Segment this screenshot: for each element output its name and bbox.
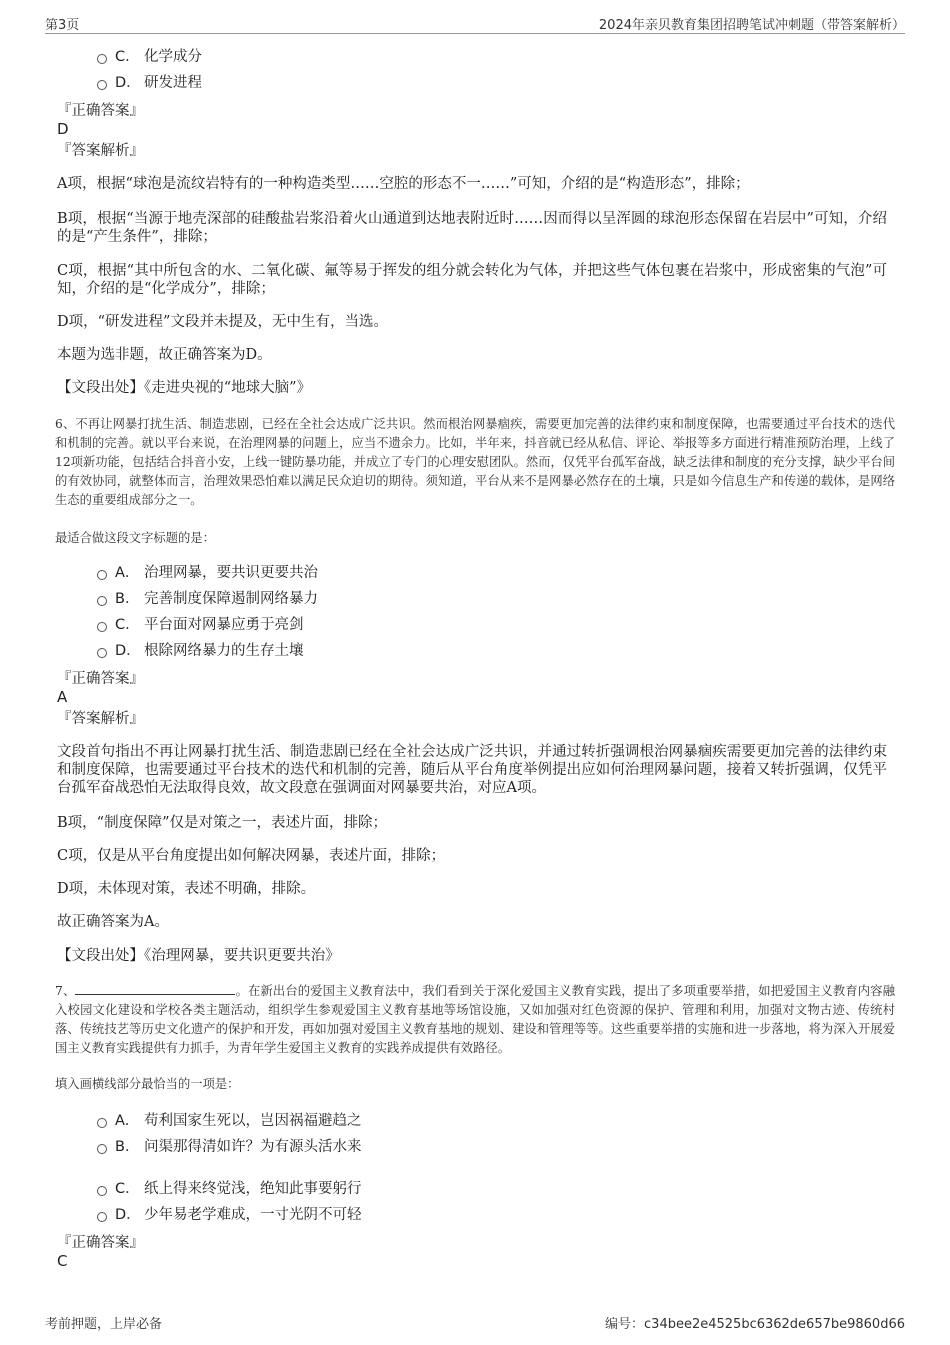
q6-question: 最适合做这段文字标题的是： bbox=[55, 531, 215, 545]
q6-analysis-conclusion: 故正确答案为A。 bbox=[57, 914, 169, 930]
radio-icon[interactable] bbox=[97, 80, 107, 90]
q6-analysis-main: 文段首句指出不再让网暴打扰生活、制造悲剧已经在全社会达成广泛共识，并通过转折强调根治网暴痼疾需要更加完善的法律约束和制度保障，也需要通过平台技术的迭代和机制的完善，随后从平台角度举例提出应如何治理网暴问题，接着又转折强调，仅凭平台孤军奋战恐怕无法取得良效，故文段意在强调面对网暴要共治，对应A项。 bbox=[57, 744, 887, 796]
q6-option-b[interactable]: B． 完善制度保障遏制网络暴力 bbox=[97, 589, 318, 609]
q5-analysis-b: B项，根据“当源于地壳深部的硅酸盐岩浆沿着火山通道到达地表附近时……因而得以呈浑圆的球泡形态保留在岩层中”可知，介绍的是“产生条件”，排除； bbox=[57, 211, 887, 245]
page-number: 第3页 bbox=[45, 18, 80, 33]
q5-source: 【文段出处】《走进央视的“地球大脑”》 bbox=[57, 380, 312, 396]
q5-analysis-label: 『答案解析』 bbox=[57, 143, 144, 159]
q6-stem: 6、不再让网暴打扰生活、制造悲剧，已经在全社会达成广泛共识。然而根治网暴痼疾，需要更加完善的法律约束和制度保障，也需要通过平台技术的迭代和机制的完善。就以平台来说，在治理网暴的问题上，应当不遗余力。比如，半年来，抖音就已经从私信、评论、举报等多方面进行精准预防治理，上线了12项新功能，包括结合抖音小安，上线一键防暴功能，并成立了专门的心理安慰团队。然而，仅凭平台孤军奋战，缺乏法律和制度的充分支撑，缺少平台间的有效协同，就整体而言，治理效果恐怕难以满足民众迫切的期待。须知道，平台从来不是网暴必然存在的土壤，只是如今信息生产和传递的载体，是网络生态的重要组成部分之一。 bbox=[55, 417, 895, 507]
q6-analysis-c: C项，仅是从平台角度提出如何解决网暴，表述片面，排除； bbox=[57, 848, 446, 864]
q6-source: 【文段出处】《治理网暴，要共识更要共治》 bbox=[57, 948, 340, 964]
radio-icon[interactable] bbox=[97, 648, 107, 658]
radio-icon[interactable] bbox=[97, 1144, 107, 1154]
fill-in-blank bbox=[75, 982, 235, 995]
radio-icon[interactable] bbox=[97, 1118, 107, 1128]
q6-analysis-label: 『答案解析』 bbox=[57, 711, 144, 727]
q5-answer-label: 『正确答案』 bbox=[57, 103, 144, 119]
footer-slogan: 考前押题，上岸必备 bbox=[45, 1317, 163, 1332]
radio-icon[interactable] bbox=[97, 570, 107, 580]
q7-stem: 7、 。在新出台的爱国主义教育法中，我们看到关于深化爱国主义教育实践，提出了多项重要举措，如把爱国主义教育内容融入校园文化建设和学校各类主题活动，组织学生参观爱国主义教育基地等场馆设施，又如加强对红色资源的保护、管理和利用，加强对文物古迹、传统村落、传统技艺等历史文化遗产的保护和开发，再如加强对爱国主义教育基地的规划、建设和管理等等。这些重要举措的实施和进一步落地，将为深入开展爱国主义教育实践提供有力抓手，为青年学生爱国主义教育的实践养成提供有效路径。 bbox=[55, 984, 895, 1055]
q6-option-d[interactable]: D． 根除网络暴力的生存土壤 bbox=[97, 641, 304, 661]
q6-analysis-b: B项，“制度保障”仅是对策之一，表述片面，排除； bbox=[57, 815, 387, 831]
q7-option-b[interactable]: B． 问渠那得清如许？为有源头活水来 bbox=[97, 1137, 362, 1157]
document-title: 2024年亲贝教育集团招聘笔试冲刺题（带答案解析） bbox=[598, 18, 905, 33]
q6-analysis-d: D项，未体现对策，表述不明确，排除。 bbox=[57, 881, 316, 897]
q7-option-d[interactable]: D． 少年易老学难成，一寸光阴不可轻 bbox=[97, 1205, 362, 1225]
header-divider bbox=[45, 33, 905, 34]
radio-icon[interactable] bbox=[97, 596, 107, 606]
q7-answer: C bbox=[57, 1252, 68, 1270]
radio-icon[interactable] bbox=[97, 622, 107, 632]
footer-id: 编号：c34bee2e4525bc6362de657be9860d66 bbox=[605, 1317, 905, 1332]
q5-option-c[interactable]: C． 化学成分 bbox=[97, 47, 202, 67]
q5-option-d[interactable]: D． 研发进程 bbox=[97, 73, 202, 93]
q7-answer-label: 『正确答案』 bbox=[57, 1235, 144, 1251]
q5-analysis-a: A项，根据“球泡是流纹岩特有的一种构造类型……空腔的形态不一……”可知，介绍的是“构造形态”，排除； bbox=[57, 176, 750, 192]
radio-icon[interactable] bbox=[97, 1186, 107, 1196]
radio-icon[interactable] bbox=[97, 54, 107, 64]
q5-answer: D bbox=[57, 120, 69, 138]
q5-analysis-d: D项，“研发进程”文段并未提及，无中生有，当选。 bbox=[57, 314, 388, 330]
q7-option-c[interactable]: C． 纸上得来终觉浅，绝知此事要躬行 bbox=[97, 1179, 362, 1199]
q6-answer-label: 『正确答案』 bbox=[57, 671, 144, 687]
q7-option-a[interactable]: A． 苟利国家生死以，岂因祸福避趋之 bbox=[97, 1111, 362, 1131]
q6-answer: A bbox=[57, 688, 68, 706]
q6-option-c[interactable]: C． 平台面对网暴应勇于亮剑 bbox=[97, 615, 304, 635]
q5-analysis-c: C项，根据“其中所包含的水、二氧化碳、氟等易于挥发的组分就会转化为气体，并把这些气体包裹在岩浆中，形成密集的气泡”可知，介绍的是“化学成分”，排除； bbox=[57, 263, 887, 297]
q5-analysis-conclusion: 本题为选非题，故正确答案为D。 bbox=[57, 347, 272, 363]
q7-question: 填入画横线部分最恰当的一项是： bbox=[55, 1077, 240, 1091]
radio-icon[interactable] bbox=[97, 1212, 107, 1222]
q6-option-a[interactable]: A． 治理网暴，要共识更要共治 bbox=[97, 563, 318, 583]
